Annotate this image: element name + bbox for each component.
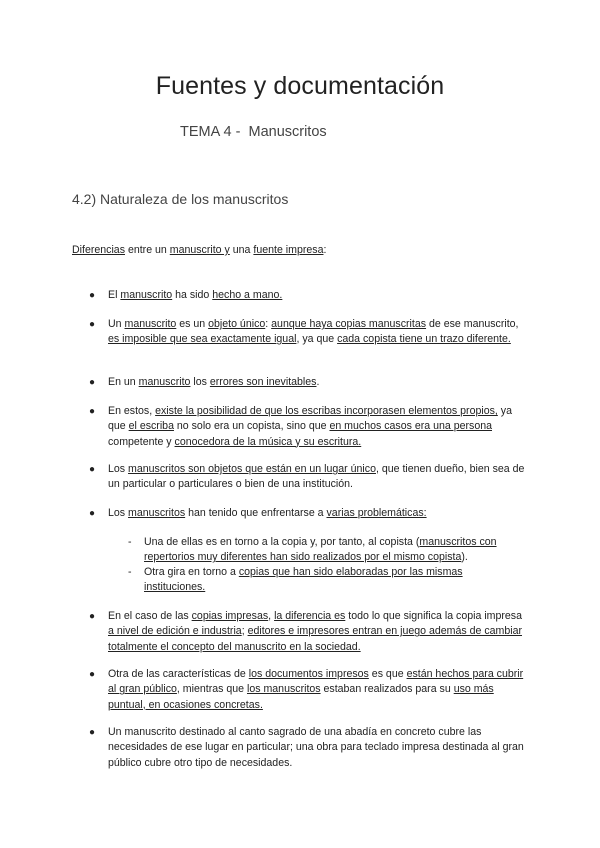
text-span: , [268,610,275,622]
bullet-icon: ● [89,727,96,738]
text-span: Diferencias [72,244,125,256]
text-span: ha sido [172,289,213,301]
text-span: manuscritos son objetos que están en un lugar único [128,463,376,475]
text-span: es un [176,318,209,330]
text-span: En estos, [108,405,156,417]
bullet-icon: ● [89,669,96,680]
list-item [89,317,528,348]
text-span: varias problemáticas: [326,507,427,519]
text-span: entre un [125,244,170,256]
text-span: están hechos para cubrir al gran público [108,668,524,696]
bullet-icon: ● [89,611,96,622]
bullet-icon: ● [89,290,96,301]
text-span: copias que han sido elaboradas por las mismas instituciones. [144,566,463,594]
text-span: la diferencia es [274,610,346,622]
text-span: En un [108,376,139,388]
text-span: Los [108,463,129,475]
text-span: competente y [108,435,175,448]
text-span: es que [368,668,407,680]
text-span: estaban realizados para su [320,683,454,696]
text-span: no solo era un copista, sino que [173,420,330,433]
text-span: ya que [108,405,512,433]
list-item [89,375,528,390]
text-span: Los [108,507,129,519]
text-span: de ese manuscrito, [426,318,519,330]
text-span: uso más puntual, en ocasiones concretas. [108,683,494,711]
text-span: han tenido que enfrentarse a [185,507,327,519]
text-span: El [108,289,121,301]
text-span: manuscritos con repertorios muy diferentes han sido realizados por el mismo copista [144,536,497,564]
list-item [89,288,528,303]
text-span: manuscrito y [169,244,230,256]
dash-icon: - [128,536,132,548]
bullet-icon: ● [89,406,96,417]
text-span: los documentos impresos [248,668,369,680]
text-span: , que tienen dueño, bien sea de un particular o particulares o bien de una institución. [108,463,525,491]
text-span: , ya que [296,333,338,346]
text-span: objeto único [208,318,266,330]
bullet-icon: ● [89,464,96,475]
text-span: todo lo que significa la copia impresa [345,610,522,622]
section-heading: 4.2) Naturaleza de los manuscritos [72,191,289,207]
text-span: errores son inevitables [209,376,317,388]
list-item [89,404,528,450]
list-item [89,667,528,713]
text-span: conocedora de la música y su escritura. [174,435,362,448]
text-span: los [190,376,210,388]
text-span: a nivel de edición e industria [108,625,242,638]
text-span: Una de ellas es en torno a la copia y, por tanto, al copista ( [144,536,420,548]
text-span: Un [108,318,125,330]
text-span: editores e impresores entran en juego además de cambiar totalmente el concepto del manuscrito en la sociedad. [108,625,522,653]
text-span: manuscrito [138,376,191,388]
text-span: en muchos casos era una persona [329,420,492,433]
text-span: En el caso de las [108,610,192,622]
list-item [89,462,528,493]
text-span: Otra gira en torno a [144,566,239,578]
text-span: existe la posibilidad de que los escribas incorporasen elementos propios, [155,405,498,417]
text-span: copias impresas [191,610,269,622]
list-item [89,609,528,655]
text-span: Un manuscrito destinado al canto sagrado de una abadía en concreto cubre las necesidades de ese lugar en particular; una obra para teclado impresa destinada al gran público cubre otro tipo de necesidades. [108,726,524,769]
text-span: una [229,244,254,256]
text-span: manuscrito [120,289,173,301]
text-span: el escriba [128,420,174,433]
sub-list-item [128,535,524,566]
bullet-icon: ● [89,319,96,330]
text-span: aunque haya copias manuscritas [271,318,427,330]
text-span: Otra de las características de [108,668,249,680]
sub-list-item [128,565,524,596]
text-span: : [265,318,272,330]
dash-icon: - [128,566,132,578]
text-span: , mientras que [176,683,247,696]
list-item [89,506,528,521]
text-span: manuscritos [128,507,186,519]
text-span: es imposible que sea exactamente igual [108,333,297,346]
document-title: Fuentes y documentación [155,72,445,100]
text-span: los manuscritos [246,683,321,696]
bullet-icon: ● [89,377,96,388]
text-span: fuente impresa [253,244,324,256]
bullet-icon: ● [89,508,96,519]
list-item [89,725,528,771]
text-span: : [323,244,327,256]
document-subtitle: TEMA 4 - Manuscritos [180,124,327,140]
text-span: manuscrito [124,318,177,330]
text-span: ). [461,551,468,564]
intro-line [72,244,326,256]
text-span: hecho a mano. [212,289,283,301]
text-span: cada copista tiene un trazo diferente. [337,333,511,346]
text-span: . [316,376,320,388]
text-span: ; [241,625,248,638]
